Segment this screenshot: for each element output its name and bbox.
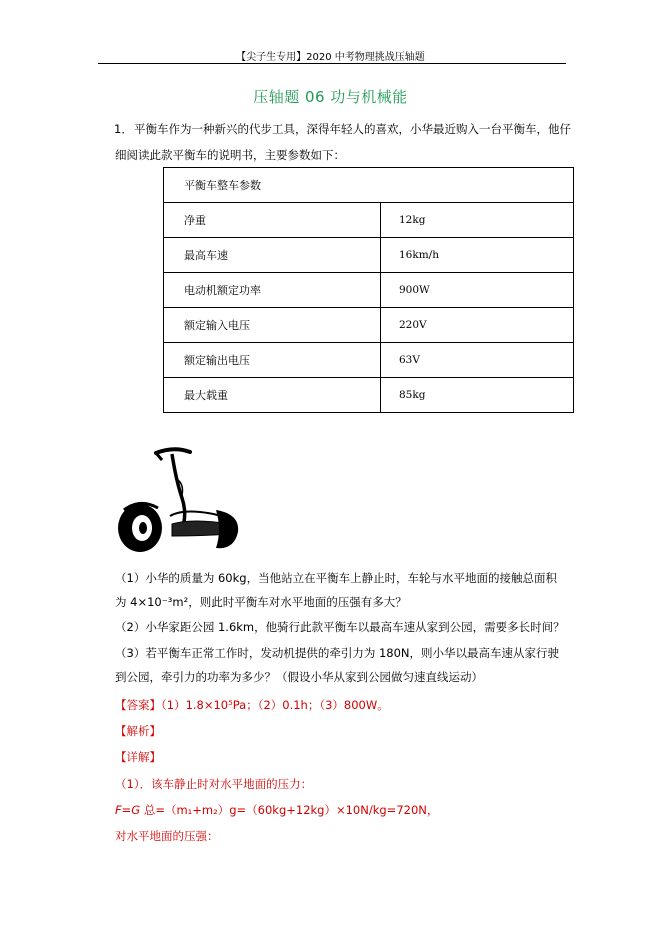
force-equation: 总=（m₁+m₂）g=（60kg+12kg）×10N/kg=720N， [140,803,439,817]
force-symbol: F=G [115,803,141,817]
question-intro-line-1: 平衡车作为一种新兴的代步工具，深得年轻人的喜欢，小华最近购入一台平衡车，他仔 [134,122,571,136]
table-row [164,308,574,343]
table-row [164,343,574,378]
table-value-cell: 63V [381,343,574,378]
table-label-cell: 最高车速 [164,238,381,273]
table-header-cell: 平衡车整车参数 [164,168,574,203]
answer-line [115,697,389,713]
question-1-line-2: 为 4×10⁻³m²，则此时平衡车对水平地面的压强有多大？ [115,595,407,609]
table-label-cell: 电动机额定功率 [164,273,381,308]
table-value-cell: 85kg [381,378,574,413]
table-label-cell: 额定输出电压 [164,343,381,378]
table-value-cell: 12kg [381,203,574,238]
question-number: 1． [114,122,133,136]
table-row [164,378,574,413]
analysis-label: 【解析】 [115,724,161,738]
table-header-row [164,168,574,203]
balance-scooter-illustration [112,440,244,558]
question-3-line-1: （3）若平衡车正常工作时，发动机提供的牵引力为 180N，则小华以最高车速从家行驶 [115,646,560,660]
detail-line-3: 对水平地面的压强： [115,829,219,843]
table-row [164,238,574,273]
table-label-cell: 净重 [164,203,381,238]
table-value-cell: 220V [381,308,574,343]
page-header: 【尖子生专用】2020 中考物理挑战压轴题 [236,52,425,63]
detail-line-2 [115,802,438,818]
detail-label: 【详解】 [115,750,161,764]
table-row [164,203,574,238]
question-3-line-2: 到公园，牵引力的功率为多少？（假设小华从家到公园做匀速直线运动） [115,670,483,684]
header-divider [98,63,566,64]
table-label-cell: 最大载重 [164,378,381,413]
answer-text: （1）1.8×10⁵Pa；（2）0.1h；（3）800W。 [161,698,389,712]
table-value-cell: 16km/h [381,238,574,273]
page-title: 压轴题 06 功与机械能 [253,88,408,106]
spec-table [163,167,574,413]
answer-label: 【答案】 [115,698,161,712]
table-label-cell: 额定输入电压 [164,308,381,343]
question-2: （2）小华家距公园 1.6km，他骑行此款平衡车以最高车速从家到公园，需要多长时间？ [115,620,565,634]
question-intro-line-2: 细阅读此款平衡车的说明书，主要参数如下： [115,148,345,162]
table-row [164,273,574,308]
detail-line-1: （1）．该车静止时对水平地面的压力： [115,777,313,791]
question-1-line-1: （1）小华的质量为 60kg，当他站立在平衡车上静止时，车轮与水平地面的接触总面积 [115,571,558,585]
table-value-cell: 900W [381,273,574,308]
